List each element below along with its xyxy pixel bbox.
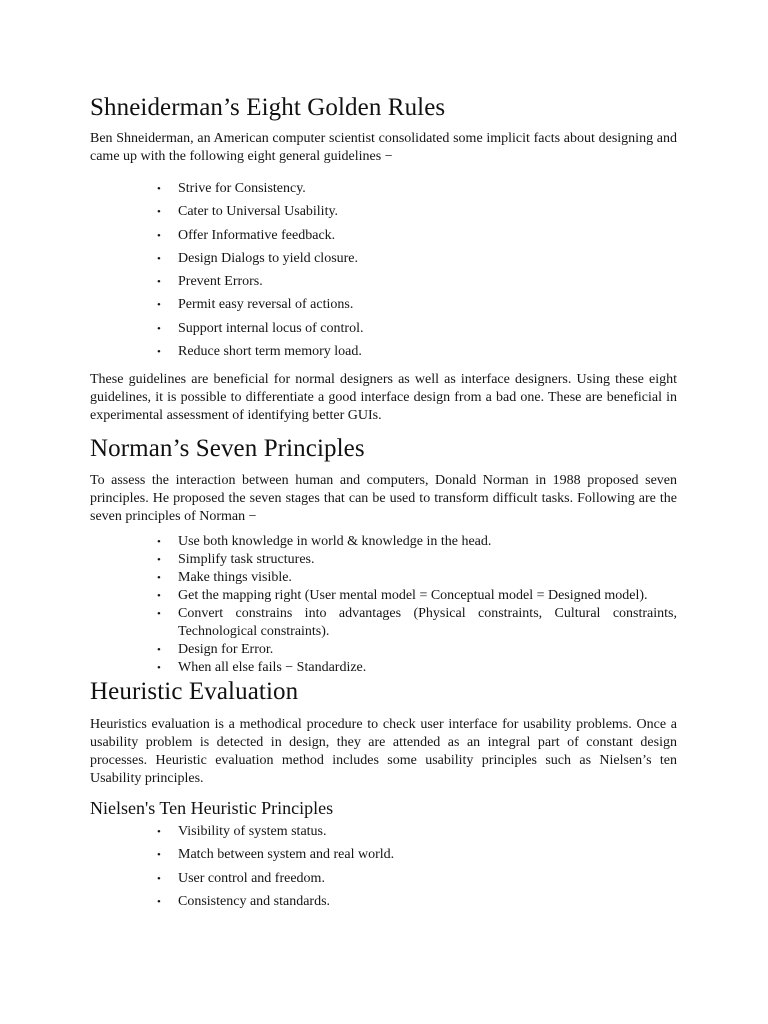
list-item <box>90 587 677 605</box>
list-item <box>90 250 677 268</box>
list-item <box>90 551 677 569</box>
list-item <box>90 533 677 551</box>
list-item-text: Permit easy reversal of actions. <box>178 297 354 313</box>
bullet-icon: • <box>157 206 161 219</box>
list-item-text: Support internal locus of control. <box>178 320 364 336</box>
bullet-icon: • <box>157 322 161 335</box>
bullet-icon: • <box>157 276 161 289</box>
bullet-icon: • <box>157 849 161 862</box>
bullet-icon: • <box>157 826 161 839</box>
bullet-icon: • <box>157 872 161 885</box>
norman-principles-list <box>90 533 677 677</box>
section-title-golden-rules: Shneiderman’s Eight Golden Rules <box>90 94 446 121</box>
bullet-icon: • <box>157 229 161 242</box>
list-item <box>90 641 677 659</box>
list-item-text: Strive for Consistency. <box>178 181 306 196</box>
list-item <box>90 273 677 291</box>
list-item-text: Make things visible. <box>178 570 292 586</box>
bullet-icon: • <box>157 554 161 567</box>
nielsen-principles-list <box>90 823 677 911</box>
list-item-text: Prevent Errors. <box>178 274 263 290</box>
bullet-icon: • <box>157 608 161 621</box>
list-item <box>90 343 677 361</box>
list-item <box>90 605 677 641</box>
bullet-icon: • <box>157 252 161 265</box>
document-content <box>90 93 677 916</box>
list-item-text: Get the mapping right (User mental model = Conceptual model = Designed model). <box>178 588 648 604</box>
bullet-icon: • <box>157 299 161 312</box>
list-item <box>90 893 677 911</box>
norman-intro: To assess the interaction between human and computers, Donald Norman in 1988 proposed seven principles. He proposed the seven stages that can be used to transform difficult tasks. Following are the seven principles of Norman − <box>90 473 677 525</box>
section-title-heuristic: Heuristic Evaluation <box>90 678 299 706</box>
list-item-text: Reduce short term memory load. <box>178 344 362 360</box>
list-item <box>90 203 677 221</box>
bullet-icon: • <box>157 590 161 603</box>
list-item-text: Convert constrains into advantages (Physical constraints, Cultural constraints, Technological constraints). <box>178 606 677 640</box>
list-item-text: Simplify task structures. <box>178 552 315 568</box>
golden-rules-intro: Ben Shneiderman, an American computer scientist consolidated some implicit facts about designing and came up with the following eight general guidelines − <box>90 131 677 164</box>
list-item-text: Visibility of system status. <box>178 824 327 840</box>
bullet-icon: • <box>157 895 161 908</box>
list-item <box>90 823 677 841</box>
list-item <box>90 180 677 198</box>
bullet-icon: • <box>157 662 161 675</box>
list-item <box>90 569 677 587</box>
list-item <box>90 296 677 314</box>
bullet-icon: • <box>157 572 161 585</box>
section-title-norman: Norman’s Seven Principles <box>90 435 365 463</box>
golden-rules-list <box>90 180 677 361</box>
list-item <box>90 320 677 338</box>
subsection-title-nielsen: Nielsen's Ten Heuristic Principles <box>90 798 334 819</box>
list-item <box>90 846 677 864</box>
golden-rules-outro: These guidelines are beneficial for normal designers as well as interface designers. Using these eight guidelines, it is possible to differentiate a good interface design from a bad one. These are beneficial in experimental assessment of identifying better GUIs. <box>90 372 677 424</box>
bullet-icon: • <box>157 346 161 359</box>
list-item-text: Design for Error. <box>178 642 274 658</box>
list-item-text: Design Dialogs to yield closure. <box>178 250 359 266</box>
list-item <box>90 659 677 677</box>
list-item-text: Offer Informative feedback. <box>178 227 336 243</box>
list-item-text: Cater to Universal Usability. <box>178 204 339 220</box>
list-item-text: Match between system and real world. <box>178 847 395 863</box>
list-item-text: Consistency and standards. <box>178 893 331 909</box>
list-item-text: When all else fails − Standardize. <box>178 660 367 676</box>
bullet-icon: • <box>157 183 161 195</box>
list-item <box>90 227 677 245</box>
bullet-icon: • <box>157 536 161 549</box>
list-item-text: Use both knowledge in world & knowledge in the head. <box>178 534 492 550</box>
list-item <box>90 870 677 888</box>
list-item-text: User control and freedom. <box>178 870 325 886</box>
bullet-icon: • <box>157 644 161 657</box>
heuristic-intro: Heuristics evaluation is a methodical procedure to check user interface for usability problems. Once a usability problem is detected in design, they are attended as an integral part of constant design processes. Heuristic evaluation method includes some usability principles such as Nielsen’s ten Usability principles. <box>90 717 677 787</box>
